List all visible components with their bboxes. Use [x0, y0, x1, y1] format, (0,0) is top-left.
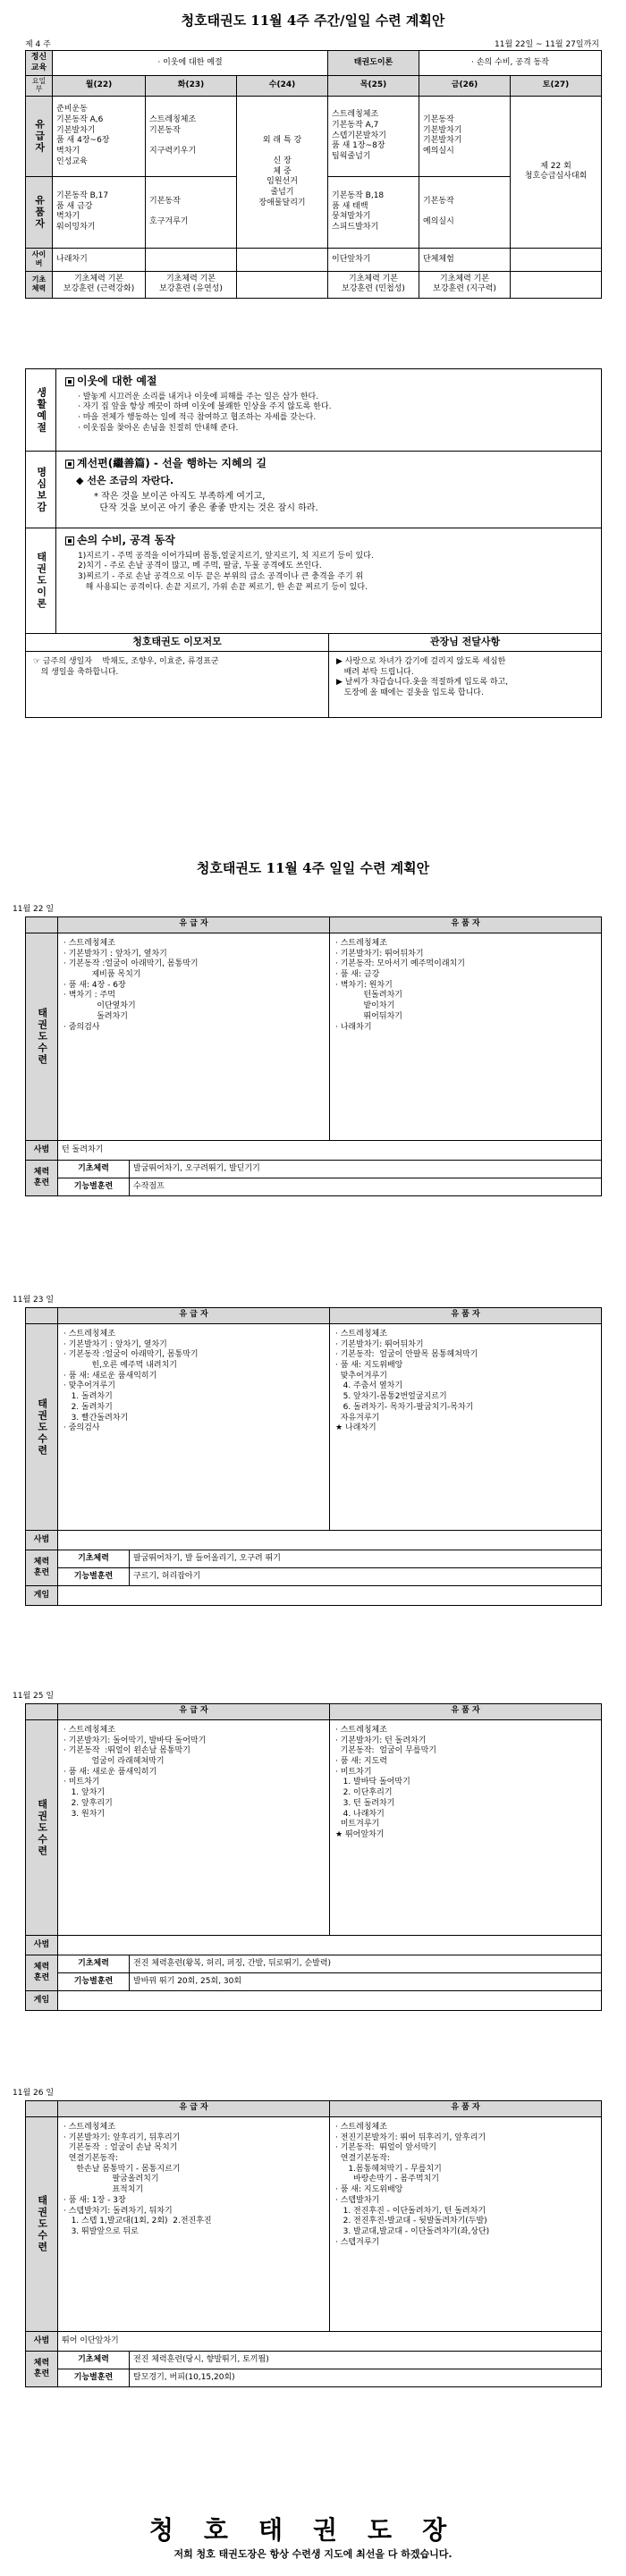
daily-phys-label: 체력 훈련 — [26, 2352, 58, 2387]
footer-slogan: 저희 청호 태권도장은 항상 수련생 지도에 최선을 다 하겠습니다. — [173, 2548, 453, 2560]
spirit-value: · 이웃에 대한 예절 — [53, 51, 328, 76]
daily-right-line: · 스트레칭체조 — [335, 2123, 387, 2132]
sec3-line: 1)지르기 - 주먹 공격을 이어가되며 몸통,얼굴지르기, 앞지르기, 치 지르기 등이 있다. — [78, 551, 374, 561]
daily-right-line: 1. 발바닥 돌어막기 — [335, 1778, 410, 1787]
daily-right-line: · 기본동작: 모아서기 예주먹이래치기 — [335, 959, 465, 969]
daily-right-line: · 기본발차기: 턴 돌려차기 — [335, 1736, 427, 1745]
daily-phys-label: 체력 훈련 — [26, 1955, 58, 1991]
daily-left-line: 얼굴이 라래헤쳐막기 — [63, 1757, 165, 1767]
phys-value2: 수작점프 — [130, 1178, 602, 1196]
daily-cyber-value — [58, 1531, 602, 1550]
daily-left-line: · 기본발차기: 돌어막기, 발바닥 돌어막기 — [63, 1736, 207, 1745]
sec2-line: 단작 것을 보이곤 아기 좋은 좋좋 반지는 것은 잠시 하라. — [94, 503, 318, 513]
day-sat: 토(27) — [511, 76, 602, 97]
daily-left-line: 한손날 몸통막기 - 몸통지르기 — [63, 2164, 181, 2174]
theme-value: · 손의 수비, 공격 동작 — [419, 51, 602, 76]
weekly-title: 청호태권도 11월 4주 주간/일일 수련 계획안 — [181, 13, 445, 29]
sat-event: 제 22 회 청호승급심사대회 — [524, 161, 588, 182]
group2-fri: 기본동작 예의실시 — [423, 196, 454, 227]
sec2-sub: 선은 조금의 자란다. — [87, 474, 174, 486]
sec2-title: 계선편(繼善篇) - 선을 행하는 지혜의 길 — [77, 457, 266, 469]
notice-left-text: ☞ 금주의 생일자 박채도, 조향우, 이효준, 류경표군 의 생일을 축하합니다. — [33, 657, 219, 677]
daily-right-line: 2. 전진후진-발교대 - 뒷발돌려차기(두발) — [335, 2217, 487, 2226]
daily-right-line: · 스트레칭체조 — [335, 1330, 387, 1339]
daily-right-line: ★ 뛰어앞차기 — [335, 1829, 385, 1839]
daily-right-line: 1.몸통헤쳐막기 - 무릎치기 — [335, 2164, 442, 2174]
sec1-title: 이웃에 대한 예절 — [77, 375, 157, 387]
sec1-line: · 이웃집을 찾아온 손님을 친절히 안내해 준다. — [78, 423, 239, 433]
daily-right-line: · 기본발차기: 뛰어뒤차기 — [335, 1339, 424, 1349]
daily-right-line: · 벽차기: 원차기 — [335, 980, 393, 990]
phys-sub2: 기능별훈련 — [58, 1178, 130, 1196]
sec1-line: · 마을 전체가 행동하는 일에 적극 참여하고 협조하는 자세를 갖는다. — [78, 412, 317, 422]
row-label-cyber: 사이버 — [26, 248, 53, 271]
phys-value1: 전진 체력훈련(당시, 향발뛰기, 토끼뜀) — [130, 2352, 602, 2369]
group1-thu: 스트레칭체조 기본동작 A,7 스텝기본발차기 품 새 1장~8장 팀웍줄넘기 — [332, 110, 386, 161]
daily-right-line: 4. 나래차기 — [335, 1809, 385, 1819]
daily-side-label: 태권도수련 — [26, 1324, 58, 1531]
daily-right-line: 기본동작: 얼굴이 무릎막기 — [335, 1746, 436, 1756]
daily-left-line: · 스텝발차기: 돌려차기, 뒤차기 — [63, 2206, 173, 2216]
daily-cyber-label: 사범 — [26, 2332, 58, 2352]
sec3-label: 태권도이론 — [26, 528, 56, 634]
daily-right-line: 턴돌려차기 — [335, 991, 402, 1001]
col-group1-header: 유 급 자 — [58, 1704, 330, 1720]
wed-special: 외 래 특 강 신 장 체 중 임원선거 줄넘기 장애물달리기 — [258, 135, 306, 207]
daily-cyber-value — [58, 1936, 602, 1955]
row-label-theme: 태권도이론 — [328, 51, 419, 76]
row-label-basic: 기초체력 — [26, 271, 53, 298]
daily-right-line: · 전진기본발차기: 뛰어 뒤후리기, 앞후리기 — [335, 2133, 486, 2142]
col-group1-header: 유 급 자 — [58, 2101, 330, 2117]
weekly-table — [25, 50, 602, 299]
daily-date: 11월 23 일 — [13, 1296, 55, 1305]
daily-left-line: · 기본동작 :얼굴이 아래막기, 몸통막기 — [63, 1350, 199, 1360]
sec3-line: 해 사용되는 공격이다. 손끝 지르기, 가위 손끝 찌르기, 한 손끝 찌르기 등이 있다. — [78, 582, 368, 592]
daily-date: 11월 22 일 — [13, 905, 55, 914]
daily-left-line: · 품 새: 새로운 품새익히기 — [63, 1767, 157, 1777]
daily-right-line: · 나래차기 — [335, 1022, 372, 1032]
daily-left-line: · 스트레칭체조 — [63, 1330, 115, 1339]
daily-left-line: · 기본발차기: 앞후리기, 뒤후리기 — [63, 2133, 181, 2142]
daily-left-line: · 벽차기 : 주먹 — [63, 991, 115, 1001]
diamond-bullet-icon: ◆ — [76, 474, 84, 486]
daily-left-line: · 기본동작 :뛰얼이 왼손날 몸통막기 — [63, 1746, 190, 1756]
basic-fri: 기초체력 기본 보강훈련 (지구력) — [433, 274, 496, 294]
phys-value2: 발바꿔 뛰기 20회, 25회, 30회 — [130, 1973, 602, 1991]
group1-fri: 기본동작 기본발차기 기본발차기 예의실시 — [423, 115, 462, 156]
basic-mon: 기초체력 기본 보강훈련 (근력강화) — [63, 274, 135, 294]
daily-right-line: · 스텝발차기 — [335, 2195, 380, 2205]
daily-phys-label: 체력 훈련 — [26, 1161, 58, 1196]
group1-label: 유급자 — [26, 96, 53, 176]
daily-game-label: 게임 — [26, 1991, 58, 2011]
daily-right-line: · 스트레칭체조 — [335, 1726, 387, 1735]
daily-left-line: · 기본동작 :얼굴이 아래막기, 몸통막기 — [63, 959, 199, 969]
daily-left-line: · 스트레칭체조 — [63, 1726, 115, 1735]
daily-left-line: 힌,오른 예주먹 내려치기 — [63, 1361, 177, 1371]
daily-right-line: · 품 새: 지도위배앙 — [335, 1361, 403, 1371]
col-group1-header: 유 급 자 — [58, 1308, 330, 1324]
sec2-label: 명심보감 — [26, 452, 56, 528]
phys-sub2: 기능별훈련 — [58, 2369, 130, 2387]
square-bullet-icon — [65, 460, 74, 469]
daily-left-line: 3. 원차기 — [63, 1809, 106, 1819]
col-group2-header: 유 품 자 — [330, 1704, 602, 1720]
daily-table — [25, 1307, 602, 1606]
notice-right-title: 관장님 전달사항 — [329, 634, 602, 652]
daily-right-line: · 기본동작: 뛰얼이 앞서막기 — [335, 2143, 436, 2153]
daily-right-line: 맞추어겨루기 — [335, 1371, 387, 1381]
notice-left-title: 청호태권도 이모저모 — [26, 634, 329, 652]
basic-thu: 기초체력 기본 보강훈련 (민첩성) — [342, 274, 405, 294]
phys-value1: 전진 체력훈련(왕복, 허리, 퍼징, 간발, 뒤로뛰기, 순발력) — [130, 1955, 602, 1973]
group2-mon: 기본동작 B,17 품 새 금강 벽차기 워이밍차기 — [56, 191, 109, 232]
daily-date: 11월 26 일 — [13, 2089, 55, 2098]
sec3-line: 3)찌르기 - 주로 손날 공격으로 이두 끝은 부위의 급소 공격이나 큰 충격을 주기 위 — [78, 571, 364, 581]
group2-thu: 기본동작 B,18 품 새 태백 뭉쳐말차기 스피드발차기 — [332, 191, 385, 232]
daily-left-line: · 품 새: 4장 - 6장 — [63, 980, 126, 990]
daily-right-line: 뛰어뒤차기 — [335, 1011, 402, 1021]
daily-right-line: 연결기본동작: — [335, 2154, 390, 2164]
daily-left-line: 2. 돌려차기 — [63, 1402, 113, 1412]
daily-table — [25, 916, 602, 1196]
daily-left-line: 3. 빨간돌려차기 — [63, 1413, 129, 1423]
daily-right-line: 4. 주춤서 옆차기 — [335, 1381, 403, 1391]
daily-cyber-value: 턴 돌려차기 — [58, 1141, 602, 1161]
corner-cell: 요일 부 — [26, 76, 53, 97]
notice-right-text: ▶ 사랑으로 차녀가 감기에 걸리지 않도록 세심한 배려 부탁 드립니다. ▶ 날씨가 차갑습니다.옷을 적절하게 입도록 하고, 도장에 올 때에는 겉옷을 입도록 합니다. — [336, 657, 509, 698]
daily-right-line: · 품 새: 금강 — [335, 970, 380, 980]
daily-side-label: 태권도수련 — [26, 933, 58, 1141]
phys-value2: 탈모경기, 버피(10,15,20회) — [130, 2369, 602, 2387]
daily-left-line: · 기본발차기 : 앞차기, 옆차기 — [63, 949, 167, 959]
daily-left-line: 기본동작 : 얼굴이 손날 목치기 — [63, 2143, 178, 2153]
phys-sub1: 기초체력 — [58, 1550, 130, 1568]
daily-left-line: · 기본발차기 : 앞차기, 옆차기 — [63, 1339, 167, 1349]
phys-sub1: 기초체력 — [58, 1955, 130, 1973]
daily-left-line: 제비품 목치기 — [63, 970, 141, 980]
phys-value1: 발굽뛰어차기, 오구려뛰기, 발딛기기 — [130, 1161, 602, 1178]
col-group2-header: 유 품 자 — [330, 2101, 602, 2117]
daily-right-line: · 미트차기 — [335, 1767, 372, 1777]
daily-side-label: 태권도수련 — [26, 2117, 58, 2332]
daily-cyber-label: 사범 — [26, 1936, 58, 1955]
daily-phys-label: 체력 훈련 — [26, 1550, 58, 1586]
sec1-line: · 발놓게 시끄러운 소리를 내거나 이웃에 피해를 주는 일은 삼가 한다. — [78, 392, 319, 401]
daily-right-line: 3. 턴 돌려차기 — [335, 1798, 395, 1808]
phys-value1: 팔굽뛰어차기, 발 들어올리기, 오구려 뛰기 — [130, 1550, 602, 1568]
group1-tue: 스트레칭체조 기본동작 지구력키우기 — [149, 115, 197, 156]
day-mon: 월(22) — [53, 76, 146, 97]
sec1-line: · 자기 집 앞을 항상 깨끗이 하며 이웃에 불쾌한 인상을 주지 않도록 한다. — [78, 402, 332, 412]
daily-left-line: 돌려차기 — [63, 1011, 128, 1021]
col-group2-header: 유 품 자 — [330, 1308, 602, 1324]
daily-right-line: · 스텝겨루기 — [335, 2237, 380, 2247]
daily-left-line: · 줌의검사 — [63, 1423, 100, 1433]
daily-left-line: 1. 돌려차기 — [63, 1392, 113, 1402]
cyber-mon: 나래차기 — [53, 248, 146, 271]
daily-left-line: 3. 뛰발앞으로 뒤로 — [63, 2226, 139, 2236]
theory-table — [25, 368, 602, 718]
cyber-fri: 단체체험 — [419, 248, 511, 271]
daily-table — [25, 1703, 602, 2011]
daily-left-line: · 미트차기 — [63, 1778, 100, 1787]
square-bullet-icon — [65, 377, 74, 386]
daily-right-line: · 품 새: 지도력 — [335, 1757, 387, 1767]
daily-right-line: 밭이차기 — [335, 1001, 395, 1011]
daily-right-line: 5. 앞차기-몸통2번얼굴지르기 — [335, 1392, 447, 1402]
daily-right-line: 6. 돌려차기- 목차기-팔굽치기-목차기 — [335, 1402, 474, 1412]
daily-left-line: · 품 새: 1장 - 3장 — [63, 2195, 126, 2205]
daily-side-label: 태권도수련 — [26, 1720, 58, 1936]
daily-left-line: 1. 스텝 1,발교대(1회, 2회) 2.전진후진 — [63, 2217, 212, 2226]
daily-right-line: 1. 전진후진 - 이단돌려차기, 턴 돌려차기 — [335, 2206, 486, 2216]
daily-right-line: 2. 이단후리기 — [335, 1788, 393, 1798]
daily-left-line: 표적치기 — [63, 2185, 144, 2195]
daily-right-line: · 기본동작: 얼굴이 안팔목 몸통헤쳐막기 — [335, 1350, 478, 1360]
phys-sub1: 기초체력 — [58, 1161, 130, 1178]
phys-value2: 구르기, 허리잡아기 — [130, 1568, 602, 1586]
daily-right-line: · 품 새: 지도위배앙 — [335, 2185, 403, 2195]
col-group2-header: 유 품 자 — [330, 917, 602, 933]
cyber-thu: 이단앞차기 — [328, 248, 419, 271]
daily-left-line: · 스트레칭체조 — [63, 2123, 115, 2132]
sec1-label: 생활예절 — [26, 369, 56, 452]
daily-cyber-value: 뛰어 이단앞차기 — [58, 2332, 602, 2352]
daily-right-line: 자유겨루기 — [335, 1413, 380, 1423]
daily-left-line: · 품 새: 새로운 품새익히기 — [63, 1371, 157, 1381]
day-fri: 금(26) — [419, 76, 511, 97]
basic-tue: 기초체력 기본 보강훈련 (유연성) — [159, 274, 223, 294]
group2-tue: 기본동작 호구겨루기 — [149, 196, 189, 227]
sec3-line: 2)치기 - 주로 손날 공격이 많고, 메 주먹, 팔굽, 두물 공격에도 쓰인다. — [78, 562, 322, 571]
daily-right-line: 3. 발교대,발교대 - 이단돌려차기(좌,상단) — [335, 2226, 490, 2236]
daily-left-line: 2. 앞후리기 — [63, 1798, 113, 1808]
sec3-title: 손의 수비, 공격 동작 — [77, 534, 175, 546]
daily-table — [25, 2100, 602, 2387]
group2-label: 유품자 — [26, 176, 53, 248]
week-number: 제 4 주 — [25, 40, 51, 49]
daily-left-line: · 스트레칭체조 — [63, 939, 115, 948]
phys-sub2: 기능별훈련 — [58, 1568, 130, 1586]
daily-cyber-label: 사범 — [26, 1141, 58, 1161]
daily-right-line: · 기본발차기: 뛰어뒤차기 — [335, 949, 424, 959]
daily-left-line: 1. 앞차기 — [63, 1788, 106, 1798]
daily-date: 11월 25 일 — [13, 1692, 55, 1701]
daily-right-line: 바랑손막기 - 몸주먹치기 — [335, 2175, 439, 2184]
week-period: 11월 22일 ~ 11월 27일까지 — [495, 40, 599, 49]
col-group1-header: 유 급 자 — [58, 917, 330, 933]
row-label-spirit: 정신교육 — [26, 51, 53, 76]
day-tue: 화(23) — [146, 76, 237, 97]
daily-right-line: 미트겨루기 — [335, 1820, 380, 1829]
daily-left-line: 이단옆차기 — [63, 1001, 136, 1011]
day-thu: 목(25) — [328, 76, 419, 97]
group1-mon: 준비운동 기본동작 A,6 기본발차기 품 새 4장~6장 벽차기 인성교육 — [56, 105, 110, 166]
daily-left-line: · 맞추어겨루기 — [63, 1381, 115, 1391]
footer-name: 청호태권도장 — [148, 2515, 478, 2545]
daily-left-line: 팔굽올려치기 — [63, 2175, 159, 2184]
daily-right-line: ★ 나래차기 — [335, 1423, 376, 1433]
daily-left-line: · 줌의검사 — [63, 1022, 100, 1032]
square-bullet-icon — [65, 536, 74, 545]
sec2-line: * 작은 것을 보이곤 아직도 부족하게 여기고, — [94, 491, 266, 502]
daily-game-label: 게임 — [26, 1586, 58, 1606]
daily-cyber-label: 사범 — [26, 1531, 58, 1550]
daily-left-line: 연결기본동작: — [63, 2154, 118, 2164]
phys-sub2: 기능별훈련 — [58, 1973, 130, 1991]
phys-sub1: 기초체력 — [58, 2352, 130, 2369]
daily-right-line: · 스트레칭체조 — [335, 939, 387, 948]
day-wed: 수(24) — [237, 76, 328, 97]
daily-title: 청호태권도 11월 4주 일일 수련 계획안 — [196, 860, 430, 876]
